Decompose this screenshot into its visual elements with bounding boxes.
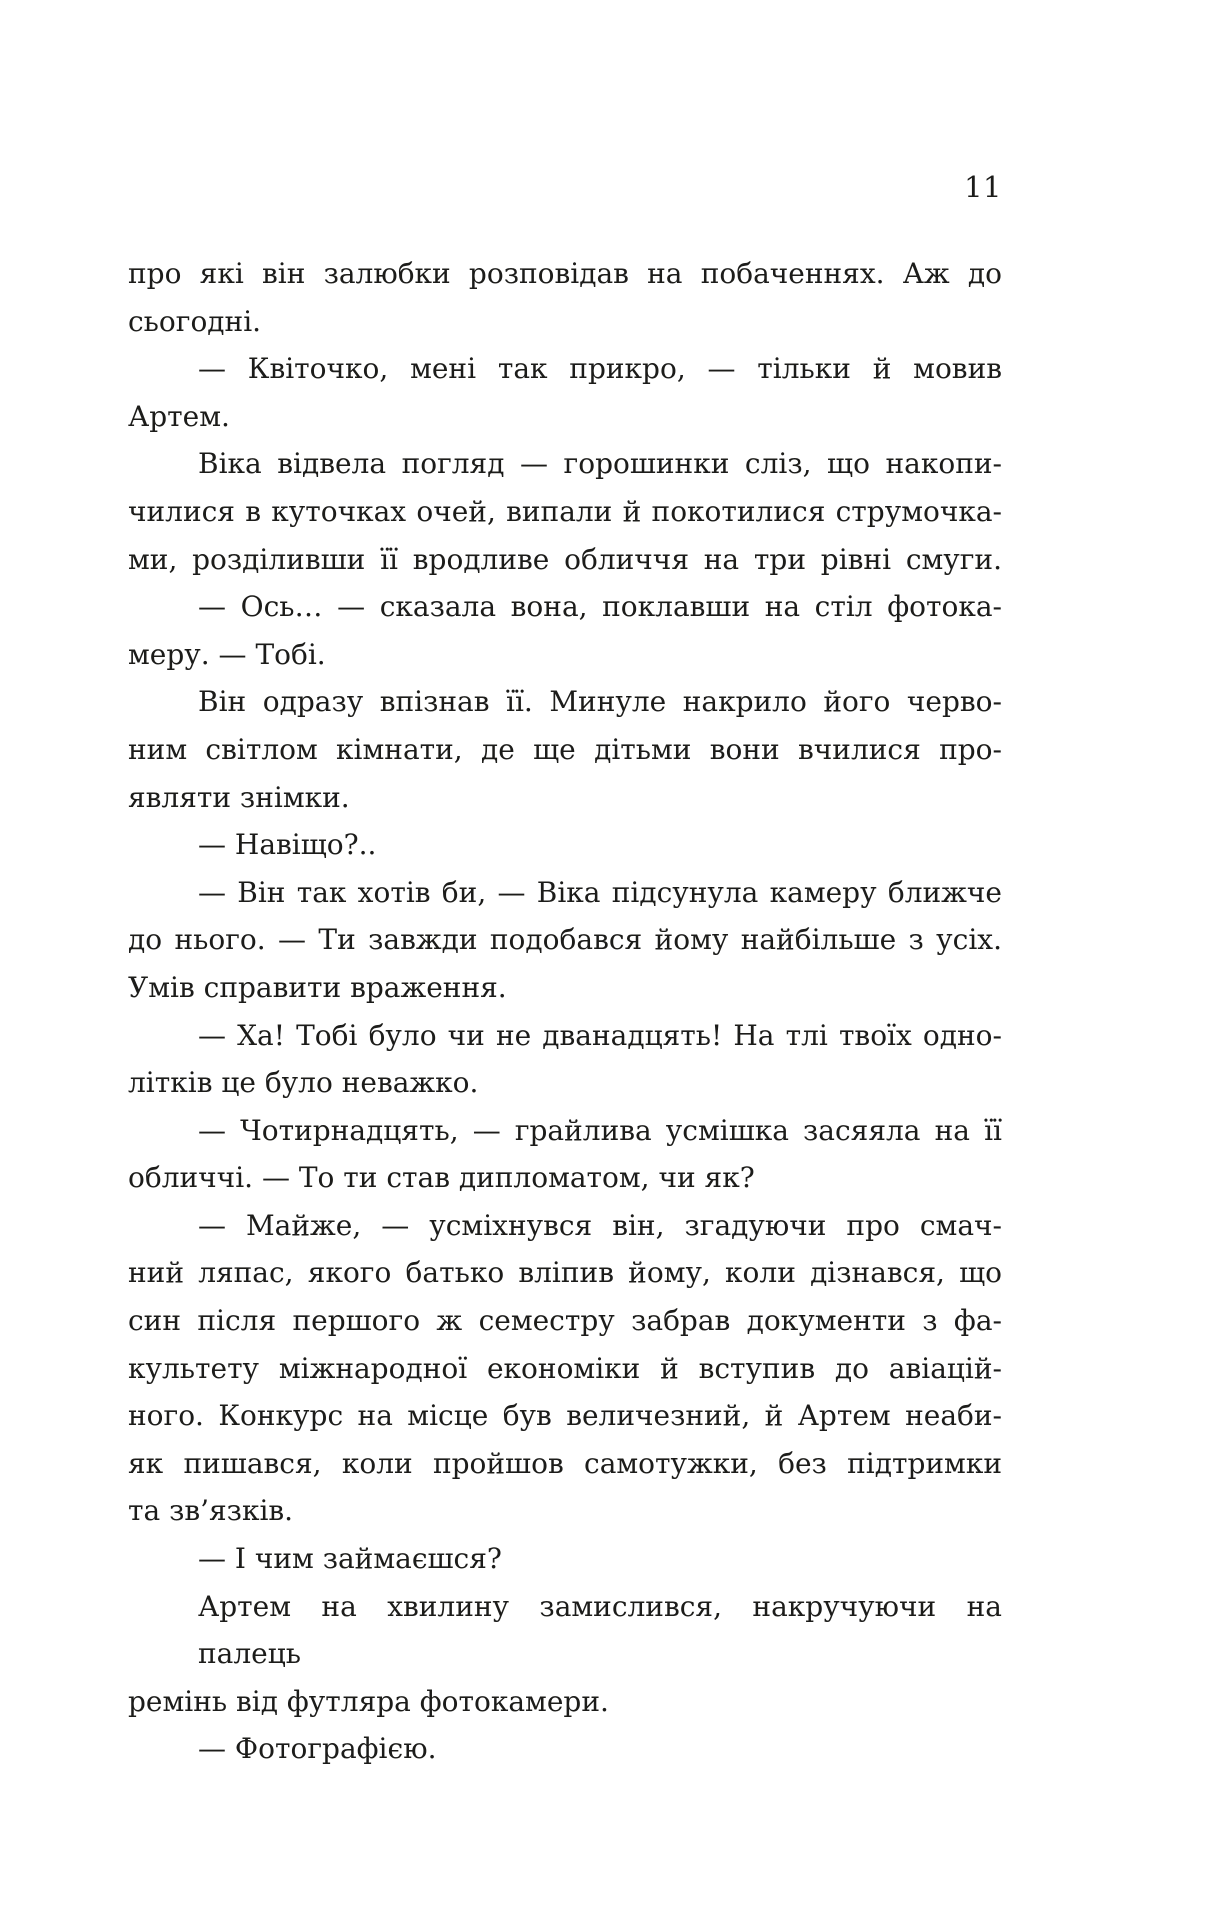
text-line: обличчі. — То ти став дипломатом, чи як? (128, 1161, 755, 1195)
paragraph (128, 678, 1002, 821)
text-line: — Квіточко, мені так прикро, — тільки й мовив (198, 352, 1002, 386)
text-line: — Навіщо?.. (198, 828, 377, 862)
paragraph (128, 1725, 1002, 1773)
text-line: ми, розділивши її вродливе обличчя на три рівні смуги. (128, 542, 1002, 576)
text-line: — Чотирнадцять, — грайлива усмішка засяяла на її (198, 1113, 1002, 1147)
paragraph (128, 821, 1002, 869)
paragraph (128, 250, 1002, 345)
text-line: ним світлом кімнати, де ще дітьми вони вчилися про- (128, 732, 1002, 766)
text-line: Він одразу впізнав її. Минуле накрило його черво- (198, 685, 1002, 719)
text-line: — І чим займаєшся? (198, 1542, 502, 1576)
text-line: являти знімки. (128, 780, 350, 814)
page-text (128, 250, 1002, 1773)
page-number: 11 (964, 170, 1002, 204)
paragraph (128, 1107, 1002, 1202)
text-line: та зв’язків. (128, 1494, 294, 1528)
paragraph (128, 1535, 1002, 1583)
text-line: Умів справити враження. (128, 970, 507, 1004)
text-line: ний ляпас, якого батько вліпив йому, коли дізнався, що (128, 1256, 1002, 1290)
text-line: меру. — Тобі. (128, 637, 326, 671)
paragraph (128, 1202, 1002, 1535)
text-line: культету міжнародної економіки й вступив до авіацій- (128, 1351, 1002, 1385)
text-line: — Він так хотів би, — Віка підсунула камеру ближче (198, 875, 1002, 909)
paragraph (128, 440, 1002, 583)
text-line: чилися в куточках очей, випали й покотилися струмочка- (128, 494, 1002, 528)
text-line: до нього. — Ти завжди подобався йому найбільше з усіх. (128, 923, 1002, 957)
text-line: — Фотографією. (198, 1732, 437, 1766)
paragraph (128, 345, 1002, 440)
paragraph (128, 1012, 1002, 1107)
text-line: сьогодні. (128, 304, 262, 338)
text-line: як пишався, коли пройшов самотужки, без підтримки (128, 1446, 1002, 1480)
text-line: син після першого ж семестру забрав документи з фа- (128, 1304, 1002, 1338)
paragraph (128, 869, 1002, 1012)
text-line: ного. Конкурс на місце був величезний, й Артем неаби- (128, 1399, 1002, 1433)
text-line: — Майже, — усміхнувся він, згадуючи про смач- (198, 1208, 1002, 1242)
text-line: літків це було неважко. (128, 1066, 479, 1100)
text-line: про які він залюбки розповідав на побаченнях. Аж до (128, 257, 1002, 290)
text-line: ремінь від футляра фотокамери. (128, 1684, 609, 1718)
text-line: Артем. (128, 399, 230, 433)
text-line: — Ось… — сказала вона, поклавши на стіл фотока- (198, 590, 1002, 624)
paragraph (128, 583, 1002, 678)
text-line: — Ха! Тобі було чи не дванадцять! На тлі твоїх одно- (198, 1018, 1002, 1052)
paragraph (128, 1583, 1002, 1726)
text-line: Віка відвела погляд — горошинки сліз, що накопи- (198, 447, 1002, 481)
text-line: Артем на хвилину замислився, накручуючи на палець (198, 1589, 1002, 1671)
